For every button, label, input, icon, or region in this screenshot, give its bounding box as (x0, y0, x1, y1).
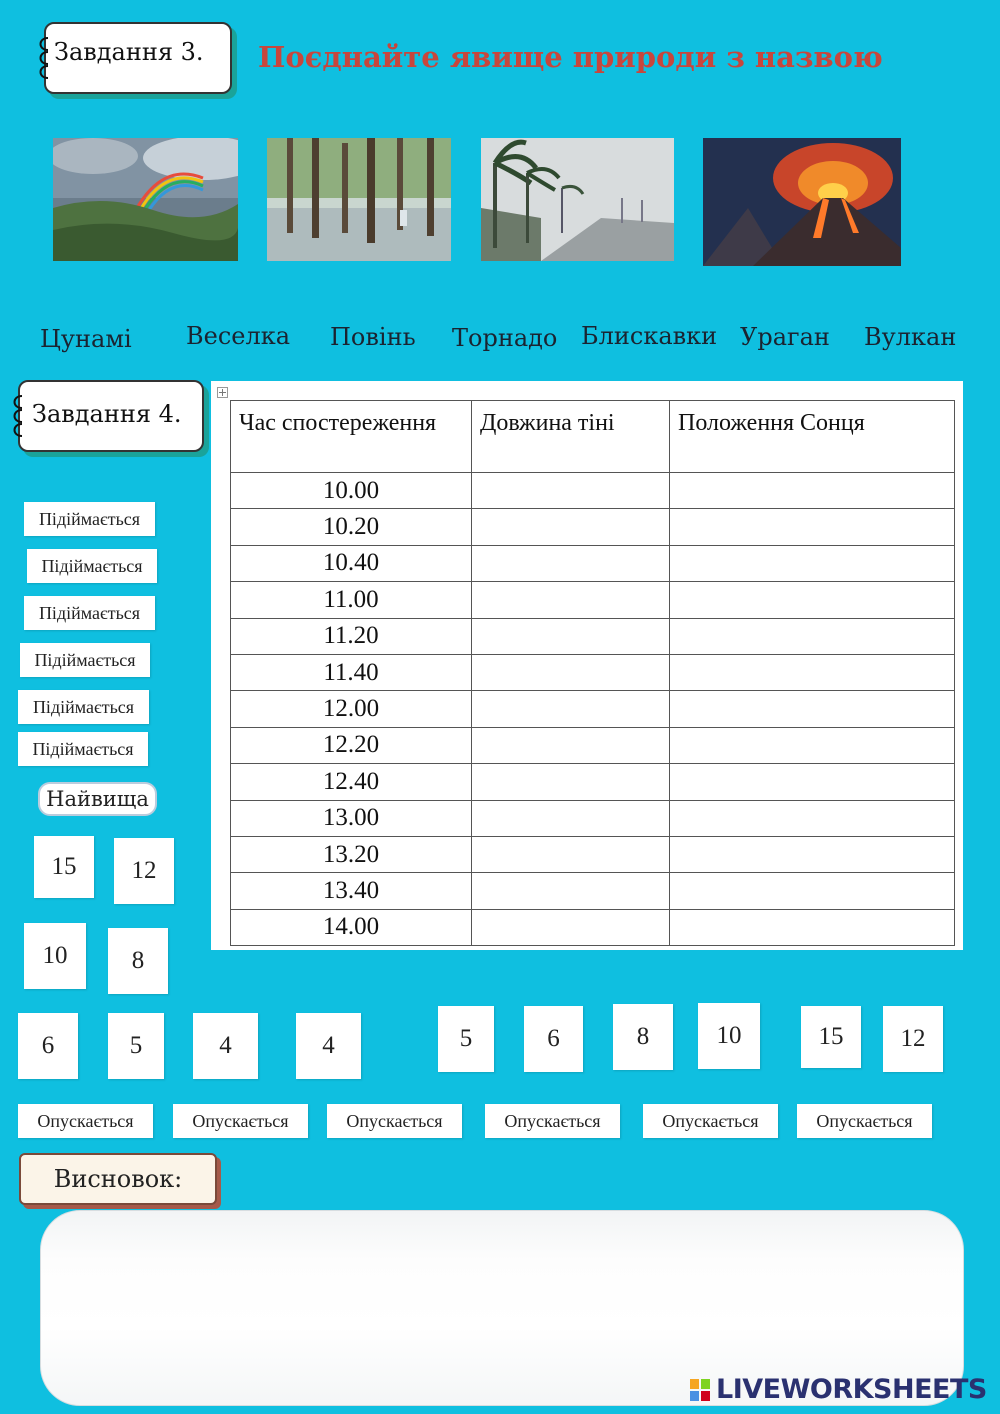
shadow-length-cell[interactable] (472, 909, 670, 945)
highest-chip[interactable]: Найвища (38, 782, 157, 816)
spiral-binding-icon (12, 394, 26, 438)
table-row (231, 582, 955, 618)
table-row (231, 545, 955, 581)
time-cell: 13.00 (231, 800, 472, 836)
rises-chip[interactable]: Підіймається (27, 549, 157, 583)
word-hurricane[interactable]: Ураган (740, 323, 830, 351)
table-move-handle-icon (217, 387, 228, 398)
shadow-length-cell[interactable] (472, 582, 670, 618)
volcano-photo[interactable] (703, 138, 901, 266)
table-row (231, 654, 955, 690)
number-box[interactable]: 10 (698, 1003, 760, 1069)
shadow-length-cell[interactable] (472, 764, 670, 800)
time-cell: 11.00 (231, 582, 472, 618)
shadow-length-cell[interactable] (472, 727, 670, 763)
time-cell: 10.40 (231, 545, 472, 581)
word-volcano[interactable]: Вулкан (864, 323, 957, 351)
time-cell: 12.40 (231, 764, 472, 800)
shadow-length-cell[interactable] (472, 618, 670, 654)
header-sun-position: Положення Сонця (670, 401, 955, 473)
number-box[interactable]: 4 (193, 1013, 258, 1079)
table-row (231, 727, 955, 763)
task4-label-text: Завдання 4. (32, 400, 182, 428)
header-shadow-length: Довжина тіні (472, 401, 670, 473)
table-row (231, 473, 955, 509)
table-header-row (231, 401, 955, 473)
falls-chip[interactable]: Опускається (18, 1104, 153, 1138)
rises-chip[interactable]: Підіймається (24, 502, 155, 536)
sun-position-cell[interactable] (670, 654, 955, 690)
time-cell: 12.00 (231, 691, 472, 727)
time-cell: 13.20 (231, 836, 472, 872)
sun-position-cell[interactable] (670, 800, 955, 836)
sun-position-cell[interactable] (670, 618, 955, 654)
word-rainbow[interactable]: Веселка (186, 322, 291, 350)
shadow-length-cell[interactable] (472, 800, 670, 836)
number-box[interactable]: 12 (114, 838, 174, 904)
observation-table-panel (211, 381, 963, 950)
sun-position-cell[interactable] (670, 509, 955, 545)
sun-position-cell[interactable] (670, 582, 955, 618)
number-box[interactable]: 5 (108, 1013, 164, 1079)
word-tsunami[interactable]: Цунамі (40, 325, 132, 353)
number-box[interactable]: 6 (18, 1013, 78, 1079)
observation-table (230, 400, 955, 946)
table-row (231, 873, 955, 909)
number-box[interactable]: 4 (296, 1013, 361, 1079)
sun-position-cell[interactable] (670, 545, 955, 581)
number-box[interactable]: 8 (613, 1004, 673, 1070)
table-row (231, 800, 955, 836)
word-flood[interactable]: Повінь (330, 323, 416, 351)
falls-chip[interactable]: Опускається (173, 1104, 308, 1138)
flood-photo[interactable] (267, 138, 451, 261)
liveworksheets-logo (690, 1374, 987, 1405)
spiral-binding-icon (38, 36, 52, 80)
rises-chip[interactable]: Підіймається (18, 690, 149, 724)
number-box[interactable]: 12 (883, 1006, 943, 1072)
falls-chip[interactable]: Опускається (485, 1104, 620, 1138)
number-box[interactable]: 15 (801, 1006, 861, 1068)
time-cell: 13.40 (231, 873, 472, 909)
sun-position-cell[interactable] (670, 473, 955, 509)
sun-position-cell[interactable] (670, 764, 955, 800)
shadow-length-cell[interactable] (472, 873, 670, 909)
liveworksheets-logo-icon (690, 1379, 710, 1401)
shadow-length-cell[interactable] (472, 509, 670, 545)
shadow-length-cell[interactable] (472, 691, 670, 727)
number-box[interactable]: 8 (108, 928, 168, 994)
time-cell: 11.40 (231, 654, 472, 690)
word-tornado[interactable]: Торнадо (452, 324, 558, 352)
brand-name: LIVEWORKSHEETS (716, 1374, 987, 1405)
table-row (231, 764, 955, 800)
hurricane-photo[interactable] (481, 138, 674, 261)
table-row (231, 909, 955, 945)
sun-position-cell[interactable] (670, 873, 955, 909)
time-cell: 11.20 (231, 618, 472, 654)
number-box[interactable]: 5 (438, 1006, 494, 1072)
time-cell: 10.20 (231, 509, 472, 545)
shadow-length-cell[interactable] (472, 836, 670, 872)
task3-label (44, 22, 232, 94)
sun-position-cell[interactable] (670, 727, 955, 763)
sun-position-cell[interactable] (670, 909, 955, 945)
task3-label-text: Завдання 3. (54, 38, 204, 66)
table-row (231, 836, 955, 872)
word-lightning[interactable]: Блискавки (581, 322, 718, 350)
rainbow-photo[interactable] (53, 138, 238, 261)
rises-chip[interactable]: Підіймається (24, 596, 155, 630)
table-row (231, 618, 955, 654)
time-cell: 12.20 (231, 727, 472, 763)
time-cell: 10.00 (231, 473, 472, 509)
number-box[interactable]: 10 (24, 923, 86, 989)
conclusion-label: Висновок: (19, 1153, 217, 1205)
table-row (231, 691, 955, 727)
sun-position-cell[interactable] (670, 836, 955, 872)
number-box[interactable]: 6 (524, 1006, 583, 1072)
rises-chip[interactable]: Підіймається (18, 732, 148, 766)
falls-chip[interactable]: Опускається (643, 1104, 778, 1138)
shadow-length-cell[interactable] (472, 654, 670, 690)
falls-chip[interactable]: Опускається (797, 1104, 932, 1138)
shadow-length-cell[interactable] (472, 473, 670, 509)
table-row (231, 509, 955, 545)
time-cell: 14.00 (231, 909, 472, 945)
task3-instruction: Поєднайте явище природи з назвою (258, 40, 883, 74)
task4-label (18, 380, 204, 452)
shadow-length-cell[interactable] (472, 545, 670, 581)
rises-chip[interactable]: Підіймається (20, 643, 150, 677)
number-box[interactable]: 15 (34, 836, 94, 898)
sun-position-cell[interactable] (670, 691, 955, 727)
header-time: Час спостереження (231, 401, 472, 473)
falls-chip[interactable]: Опускається (327, 1104, 462, 1138)
